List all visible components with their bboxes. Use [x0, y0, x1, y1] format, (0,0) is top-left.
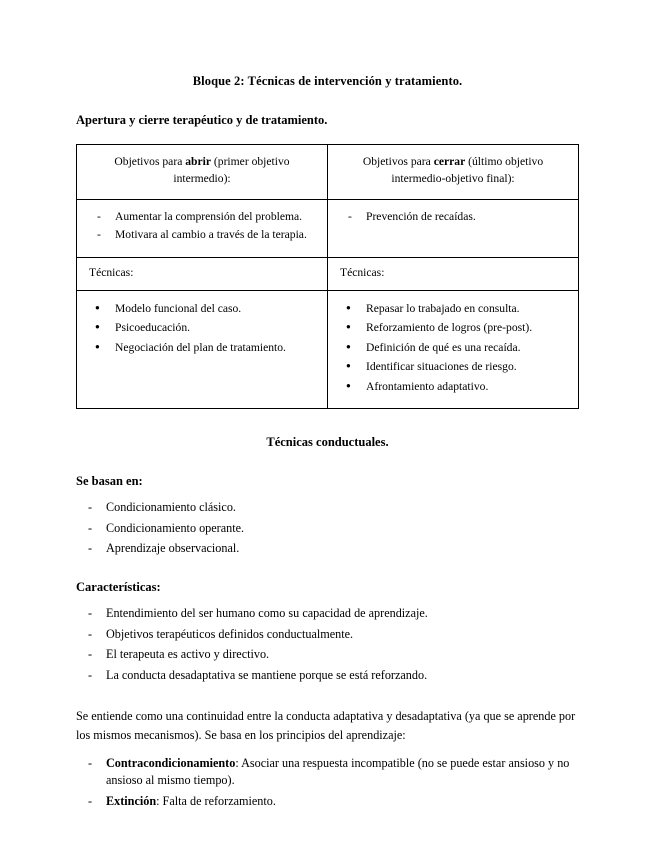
principles-block — [76, 755, 579, 811]
label-tecnicas-right: Técnicas: — [328, 258, 579, 291]
basis-block — [76, 499, 579, 558]
list-item: ● Identificar situaciones de riesgo. — [340, 358, 566, 375]
left-objectives-list — [89, 209, 315, 245]
section-heading-conductuales: Técnicas conductuales. — [266, 434, 389, 449]
right-objectives-list — [340, 209, 566, 226]
cell-left-objectives — [77, 199, 328, 258]
list-item: - Objetivos terapéuticos definidos conductualmente. — [76, 626, 579, 644]
features-block — [76, 605, 579, 685]
right-techniques-list — [340, 300, 566, 395]
list-item: ● Reforzamiento de logros (pre-post). — [340, 319, 566, 336]
header-abrir-pre: Objetivos para — [114, 155, 186, 168]
table-row-techniques — [77, 290, 579, 408]
header-abrir-bold: abrir — [185, 155, 212, 168]
header-cell-abrir — [77, 145, 328, 200]
list-item: ● Definición de qué es una recaída. — [340, 339, 566, 356]
basis-list — [76, 499, 579, 558]
closing-paragraph: Se entiende como una continuidad entre la conducta adaptativa y desadaptativa (ya que se aprende por los mismos mecanismos). Se basa en los principios del aprendizaje: — [76, 708, 576, 742]
header-cerrar-post: (último objetivo intermedio-objetivo final): — [391, 155, 544, 185]
list-item: ● Negociación del plan de tratamiento. — [89, 339, 315, 356]
features-list — [76, 605, 579, 685]
cell-right-techniques — [328, 290, 579, 408]
header-cerrar-bold: cerrar — [433, 155, 466, 168]
table-row-objectives — [77, 199, 579, 258]
cell-right-objectives — [328, 199, 579, 258]
list-item: - El terapeuta es activo y directivo. — [76, 646, 579, 664]
list-item: - Prevención de recaídas. — [340, 209, 566, 226]
principle-term: Extinción — [106, 793, 157, 808]
list-item: - Aumentar la comprensión del problema. — [89, 209, 315, 226]
section-heading-apertura: Apertura y cierre terapéutico y de tratamiento. — [76, 113, 328, 127]
principle-text: : Falta de reforzamiento. — [156, 793, 276, 808]
objectives-table — [76, 144, 579, 409]
list-item: - Condicionamiento operante. — [76, 520, 579, 538]
table-row-technique-labels — [77, 258, 579, 291]
cell-left-techniques — [77, 290, 328, 408]
list-item: ● Psicoeducación. — [89, 319, 315, 336]
header-cerrar-pre: Objetivos para — [362, 155, 434, 168]
principles-list — [76, 755, 579, 811]
header-cell-cerrar — [328, 145, 579, 200]
list-item: - Motivara al cambio a través de la terapia. — [89, 227, 315, 244]
subheading-se-basan-en: Se basan en: — [76, 473, 143, 488]
list-item: - Condicionamiento clásico. — [76, 499, 579, 517]
list-item: ● Afrontamiento adaptativo. — [340, 378, 566, 395]
list-item: ● Repasar lo trabajado en consulta. — [340, 300, 566, 317]
list-item: - Aprendizaje observacional. — [76, 540, 579, 558]
principle-text: : Asociar una respuesta incompatible (no se puede estar ansioso y no ansioso al mismo tiempo). — [106, 755, 570, 788]
list-item — [76, 793, 579, 811]
page-title: Bloque 2: Técnicas de intervención y tratamiento. — [192, 74, 463, 88]
list-item: - La conducta desadaptativa se mantiene porque se está reforzando. — [76, 667, 579, 685]
list-item — [76, 755, 579, 790]
header-abrir-post: (primer objetivo intermedio): — [173, 155, 290, 185]
list-item: ● Modelo funcional del caso. — [89, 300, 315, 317]
principle-term: Contracondicionamiento — [106, 755, 236, 770]
left-techniques-list — [89, 300, 315, 356]
subheading-caracteristicas: Características: — [76, 580, 161, 594]
label-tecnicas-left: Técnicas: — [77, 258, 328, 291]
list-item: - Entendimiento del ser humano como su capacidad de aprendizaje. — [76, 605, 579, 623]
table-row-headers — [77, 145, 579, 200]
